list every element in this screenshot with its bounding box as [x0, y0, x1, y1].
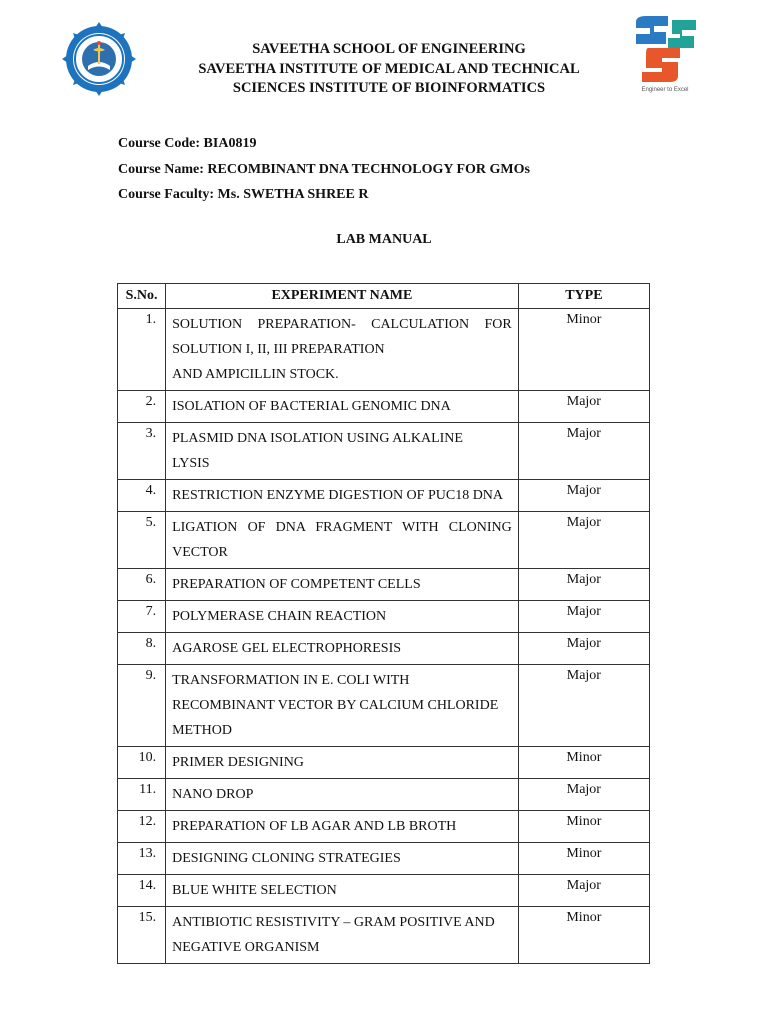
row-type: Major — [518, 480, 649, 512]
university-seal-icon — [62, 22, 136, 96]
row-experiment-name — [166, 423, 519, 480]
experiment-name-line: PRIMER DESIGNING — [172, 755, 304, 770]
row-experiment-name — [166, 875, 519, 907]
institution-header — [150, 40, 628, 99]
experiment-name-line: RECOMBINANT VECTOR BY CALCIUM CHLORIDE — [172, 698, 499, 713]
course-faculty-label: Course Faculty: — [118, 187, 215, 202]
sse-tagline: Engineer to Excel — [641, 87, 689, 93]
row-experiment-name — [166, 843, 519, 875]
experiment-name-line: ISOLATION OF BACTERIAL GENOMIC DNA — [172, 399, 451, 414]
course-faculty-row — [118, 182, 530, 208]
header-experiment-name: EXPERIMENT NAME — [166, 284, 519, 309]
row-type: Major — [518, 423, 649, 480]
experiment-name-line: LIGATION OF DNA FRAGMENT WITH CLONING — [172, 520, 512, 535]
table-row — [118, 779, 650, 811]
table-row — [118, 811, 650, 843]
row-type: Minor — [518, 907, 649, 964]
experiment-name-line: NEGATIVE ORGANISM — [172, 940, 320, 955]
experiment-name-line: TRANSFORMATION IN E. COLI WITH — [172, 673, 410, 688]
row-sno: 2. — [118, 391, 166, 423]
course-code-row — [118, 131, 530, 157]
experiment-name-line: BLUE WHITE SELECTION — [172, 883, 337, 898]
row-sno: 10. — [118, 747, 166, 779]
row-sno: 3. — [118, 423, 166, 480]
header-sno: S.No. — [118, 284, 166, 309]
row-type: Major — [518, 569, 649, 601]
experiment-name-line: PLASMID DNA ISOLATION USING ALKALINE — [172, 431, 463, 446]
course-code-value: BIA0819 — [203, 136, 257, 151]
table-row — [118, 512, 650, 569]
row-experiment-name — [166, 747, 519, 779]
row-sno: 14. — [118, 875, 166, 907]
experiment-name-line: PREPARATION OF LB AGAR AND LB BROTH — [172, 819, 457, 834]
experiment-name-line: VECTOR — [172, 545, 228, 560]
experiment-name-line: PREPARATION OF COMPETENT CELLS — [172, 577, 421, 592]
row-sno: 9. — [118, 665, 166, 747]
row-sno: 13. — [118, 843, 166, 875]
row-experiment-name — [166, 633, 519, 665]
header-line-2: SAVEETHA INSTITUTE OF MEDICAL AND TECHNICAL — [198, 60, 580, 77]
table-row — [118, 747, 650, 779]
header-line-3: SCIENCES INSTITUTE OF BIOINFORMATICS — [232, 80, 546, 96]
row-sno: 1. — [118, 309, 166, 391]
table-row — [118, 423, 650, 480]
experiments-table — [117, 283, 650, 964]
row-type: Minor — [518, 309, 649, 391]
row-type: Minor — [518, 811, 649, 843]
course-faculty-value: Ms. SWETHA SHREE R — [217, 187, 369, 202]
row-type: Major — [518, 512, 649, 569]
course-name-label: Course Name: — [118, 161, 204, 177]
row-sno: 4. — [118, 480, 166, 512]
experiment-name-line: DESIGNING CLONING STRATEGIES — [172, 851, 401, 866]
row-type: Major — [518, 779, 649, 811]
table-row — [118, 480, 650, 512]
experiment-name-line: LYSIS — [172, 456, 210, 471]
row-experiment-name — [166, 811, 519, 843]
table-row — [118, 875, 650, 907]
row-sno: 5. — [118, 512, 166, 569]
header-line-1: SAVEETHA SCHOOL OF ENGINEERING — [252, 41, 526, 57]
row-sno: 8. — [118, 633, 166, 665]
table-row — [118, 907, 650, 964]
table-row — [118, 569, 650, 601]
course-name-value: RECOMBINANT DNA TECHNOLOGY FOR GMOs — [207, 161, 530, 177]
row-experiment-name — [166, 907, 519, 964]
row-type: Major — [518, 391, 649, 423]
experiment-name-line: ANTIBIOTIC RESISTIVITY – GRAM POSITIVE AND — [172, 915, 495, 930]
table-row — [118, 843, 650, 875]
experiment-name-line: RESTRICTION ENZYME DIGESTION OF PUC18 DNA — [172, 488, 504, 503]
header-type: TYPE — [518, 284, 649, 309]
experiment-name-line: POLYMERASE CHAIN REACTION — [172, 609, 387, 624]
row-experiment-name — [166, 665, 519, 747]
row-type: Major — [518, 633, 649, 665]
lab-manual-title: LAB MANUAL — [336, 232, 432, 247]
table-row — [118, 601, 650, 633]
experiment-name-line: SOLUTION I, II, III PREPARATION — [172, 342, 385, 357]
row-experiment-name — [166, 391, 519, 423]
experiment-name-line: AGAROSE GEL ELECTROPHORESIS — [172, 641, 402, 656]
table-row — [118, 633, 650, 665]
experiment-name-line: METHOD — [172, 723, 232, 738]
row-experiment-name — [166, 779, 519, 811]
row-sno: 6. — [118, 569, 166, 601]
row-type: Major — [518, 665, 649, 747]
row-sno: 11. — [118, 779, 166, 811]
row-experiment-name — [166, 512, 519, 569]
table-header-row — [118, 284, 650, 309]
experiment-name-line: NANO DROP — [172, 787, 254, 802]
course-code-label: Course Code: — [118, 136, 201, 151]
row-experiment-name — [166, 480, 519, 512]
row-sno: 7. — [118, 601, 166, 633]
row-type: Major — [518, 875, 649, 907]
row-experiment-name — [166, 309, 519, 391]
row-experiment-name — [166, 569, 519, 601]
experiment-name-line: SOLUTION PREPARATION- CALCULATION FOR — [172, 317, 512, 332]
table-row — [118, 309, 650, 391]
experiment-name-line: AND AMPICILLIN STOCK. — [172, 367, 339, 382]
table-body — [118, 309, 650, 964]
course-name-row — [118, 157, 530, 183]
row-type: Major — [518, 601, 649, 633]
row-type: Minor — [518, 843, 649, 875]
table-row — [118, 391, 650, 423]
sse-logo-icon — [628, 14, 702, 94]
row-sno: 15. — [118, 907, 166, 964]
table-row — [118, 665, 650, 747]
row-sno: 12. — [118, 811, 166, 843]
course-details — [118, 131, 530, 208]
row-type: Minor — [518, 747, 649, 779]
row-experiment-name — [166, 601, 519, 633]
